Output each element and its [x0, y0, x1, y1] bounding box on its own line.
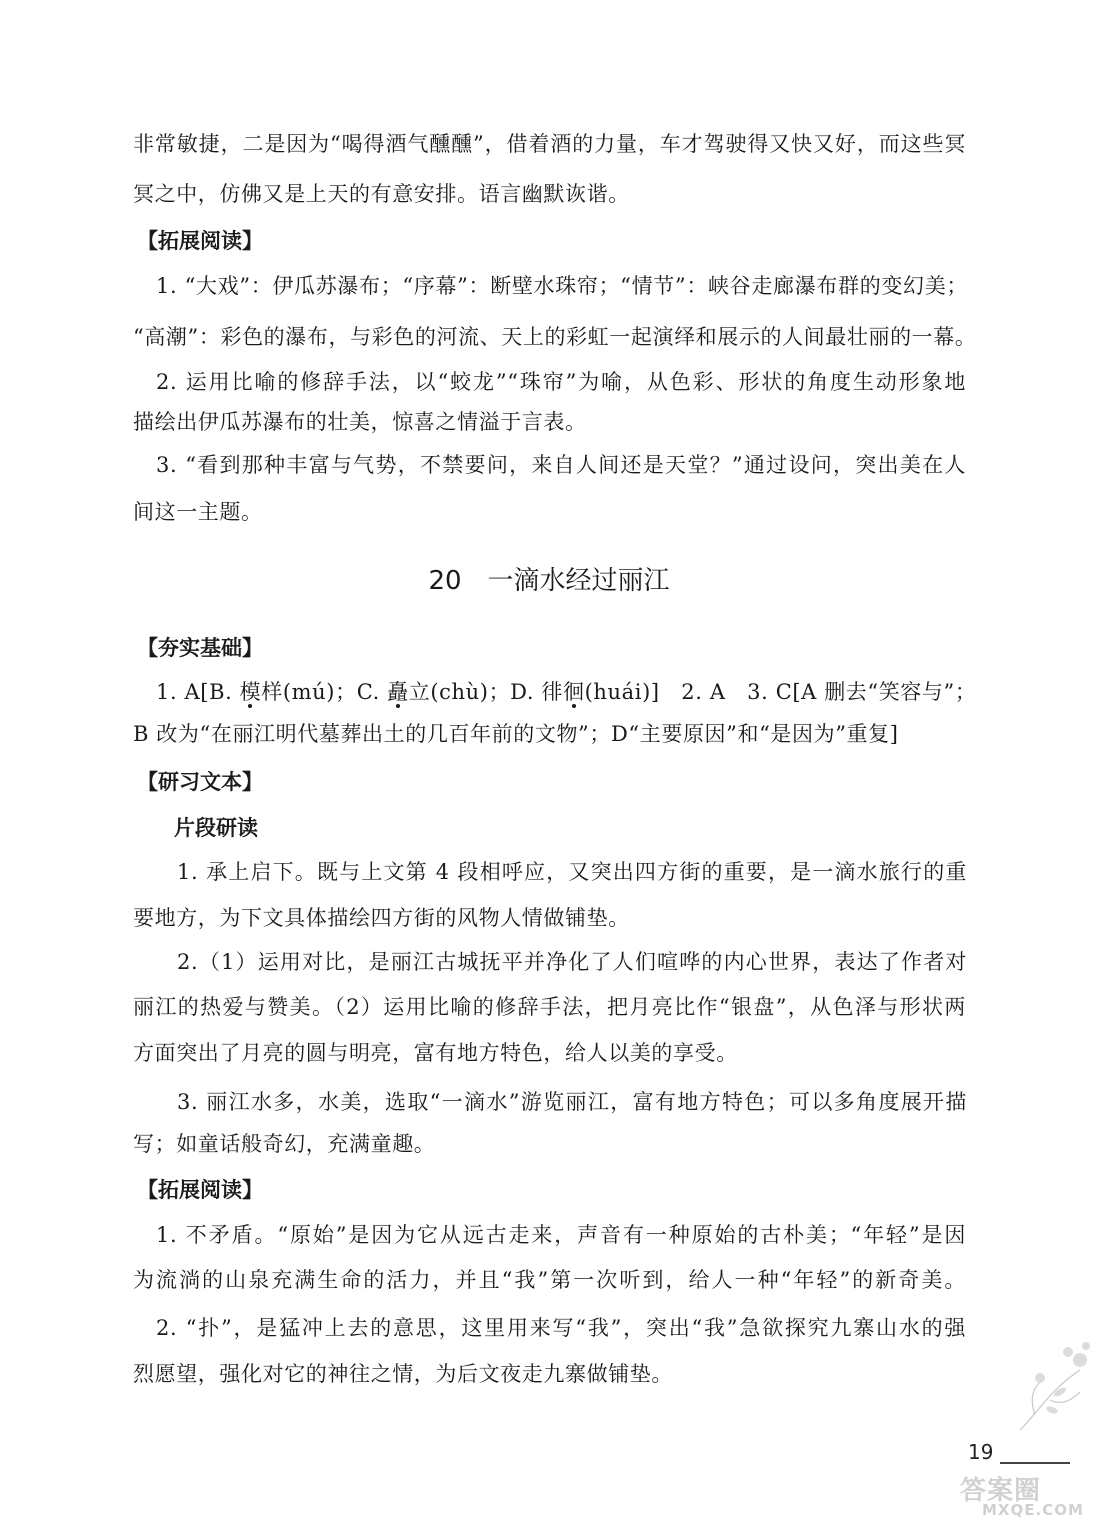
- floral-ornament: [1010, 1330, 1098, 1440]
- text-line: 1. 承上启下。既与上文第 4 段相呼应，又突出四方街的重要，是一滴水旅行的重: [177, 860, 967, 884]
- text-line: 方面突出了月亮的圆与明亮，富有地方特色，给人以美的享受。: [133, 1041, 738, 1065]
- text-line: 2. “扑”，是猛冲上去的意思，这里用来写“我”，突出“我”急欲探究九寨山水的强: [156, 1316, 966, 1340]
- text-line: 3. “看到那种丰富与气势，不禁要问，来自人间还是天堂？”通过设问，突出美在人: [156, 453, 966, 477]
- text-line: 冥之中，仿佛又是上天的有意安排。语言幽默诙谐。: [133, 182, 630, 206]
- text-line: 非常敏捷，二是因为“喝得酒气醺醺”，借着酒的力量，车才驾驶得又快又好，而这些冥: [133, 132, 966, 156]
- text-line: 丽江的热爱与赞美。（2）运用比喻的修辞手法，把月亮比作“银盘”，从色泽与形状两: [133, 995, 966, 1019]
- page-number: 19: [968, 1440, 994, 1464]
- text-segment: 样(mú)；C.: [261, 680, 388, 704]
- text-line: 3. 丽江水多，水美，选取“一滴水”游览丽江，富有地方特色；可以多角度展开描: [177, 1090, 967, 1114]
- subsection-heading: 片段研读: [174, 816, 258, 840]
- text-line: 为流淌的山泉充满生命的活力，并且“我”第一次听到，给人一种“年轻”的新奇美。: [133, 1268, 966, 1292]
- emphasis-char: 徊: [563, 680, 585, 704]
- text-line: 1. “大戏”：伊瓜苏瀑布；“序幕”：断壁水珠帘；“情节”：峡谷走廊瀑布群的变幻美；: [156, 274, 968, 298]
- page-number-rule: [1000, 1462, 1070, 1464]
- text-line: 描绘出伊瓜苏瀑布的壮美，惊喜之情溢于言表。: [133, 410, 587, 434]
- text-line: 2.（1）运用对比，是丽江古城抚平并净化了人们喧哗的内心世界，表达了作者对: [177, 950, 967, 974]
- text-line: 间这一主题。: [133, 500, 263, 524]
- section-heading: 【拓展阅读】: [137, 229, 263, 253]
- emphasis-char: 模: [239, 680, 262, 704]
- section-heading: 【夯实基础】: [137, 636, 263, 660]
- text-line: B 改为“在丽江明代墓葬出土的几百年前的文物”；D“主要原因”和“是因为”重复]: [133, 722, 899, 746]
- watermark-text: 答案圈: [960, 1476, 1042, 1506]
- text-line: 烈愿望，强化对它的神往之情，为后文夜走九寨做铺垫。: [133, 1362, 673, 1386]
- text-line: 2. 运用比喻的修辞手法，以“蛟龙”“珠帘”为喻，从色彩、形状的角度生动形象地: [156, 370, 966, 394]
- text-segment: 1. A[B.: [156, 680, 240, 704]
- emphasis-char: 矗: [387, 680, 409, 704]
- text-line: 1. 不矛盾。“原始”是因为它从远古走来，声音有一种原始的古朴美；“年轻”是因: [156, 1223, 966, 1247]
- text-line: 写；如童话般奇幻，充满童趣。: [133, 1132, 436, 1156]
- chapter-title: 20 一滴水经过丽江: [428, 566, 670, 596]
- text-segment: 立(chù)；D. 徘: [408, 680, 564, 704]
- section-heading: 【研习文本】: [137, 770, 263, 794]
- watermark-url: MXQE.COM: [982, 1501, 1084, 1519]
- text-line: “高潮”：彩色的瀑布，与彩色的河流、天上的彩虹一起演绎和展示的人间最壮丽的一幕。: [133, 325, 977, 349]
- section-heading: 【拓展阅读】: [137, 1178, 263, 1202]
- text-line: 要地方，为下文具体描绘四方街的风物人情做铺垫。: [133, 906, 630, 930]
- watermark: [960, 1470, 1084, 1522]
- text-line: [156, 678, 977, 706]
- text-segment: (huái)] 2. A 3. C[A 删去“笑容与”；: [584, 680, 977, 704]
